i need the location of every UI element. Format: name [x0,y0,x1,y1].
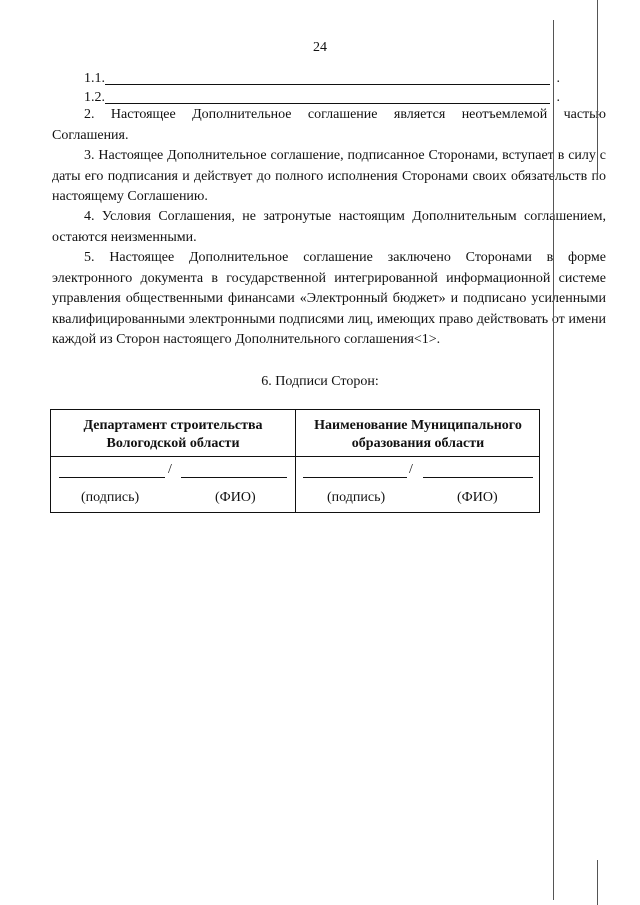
left-signature-line [59,477,165,478]
right-party-name: Наименование Муниципального образования области [314,418,522,451]
left-name-line [181,477,287,478]
right-name-line [423,477,533,478]
right-signature-caption: (подпись) [327,490,386,505]
signatures-table [50,409,540,513]
blank-fill-line [105,84,550,85]
blank-fill-line [105,103,550,104]
right-signature-slash: / [409,462,413,477]
blank-item-number: 1.1. [84,71,105,86]
signatures-title: 6. Подписи Сторон: [261,374,379,389]
paragraph-5: 5. Настоящее Дополнительное соглашение заключено Сторонами в форме электронного документа в государственной интегрированной информационной системе управления общественными финансами «Электронный бюджет» и подписано усиленными квалифицированными электронными подписями лиц, имеющих право действовать от имени каждой из Сторон настоящего Дополнительного соглашения<1>. [52,250,606,347]
blank-item-1-1 [84,70,560,88]
right-signature-line [303,477,407,478]
left-name-caption: (ФИО) [215,490,256,505]
paragraph-2: 2. Настоящее Дополнительное соглашение является неотъемлемой частью Соглашения. [52,107,606,143]
paragraph-4: 4. Условия Соглашения, не затронутые настоящим Дополнительным соглашением, остаются неизменными. [52,209,606,245]
left-party-name: Департамент строительства Вологодской области [83,418,263,451]
blank-item-number: 1.2. [84,90,105,105]
scan-edge-line [597,860,598,905]
left-signature-caption: (подпись) [81,490,140,505]
scan-edge-line [597,0,598,180]
right-name-caption: (ФИО) [457,490,498,505]
paragraph-3: 3. Настоящее Дополнительное соглашение, подписанное Сторонами, вступает в силу с даты его подписания и действует до полного исполнения Сторонами своих обязательств по настоящему Соглашению. [52,148,606,204]
blank-item-end: . [556,90,560,105]
scan-edge-line [553,20,554,900]
left-signature-slash: / [168,462,172,477]
page-number: 24 [313,40,327,55]
table-column-divider [295,410,296,512]
table-row-divider [51,456,539,457]
blank-item-end: . [556,71,560,86]
